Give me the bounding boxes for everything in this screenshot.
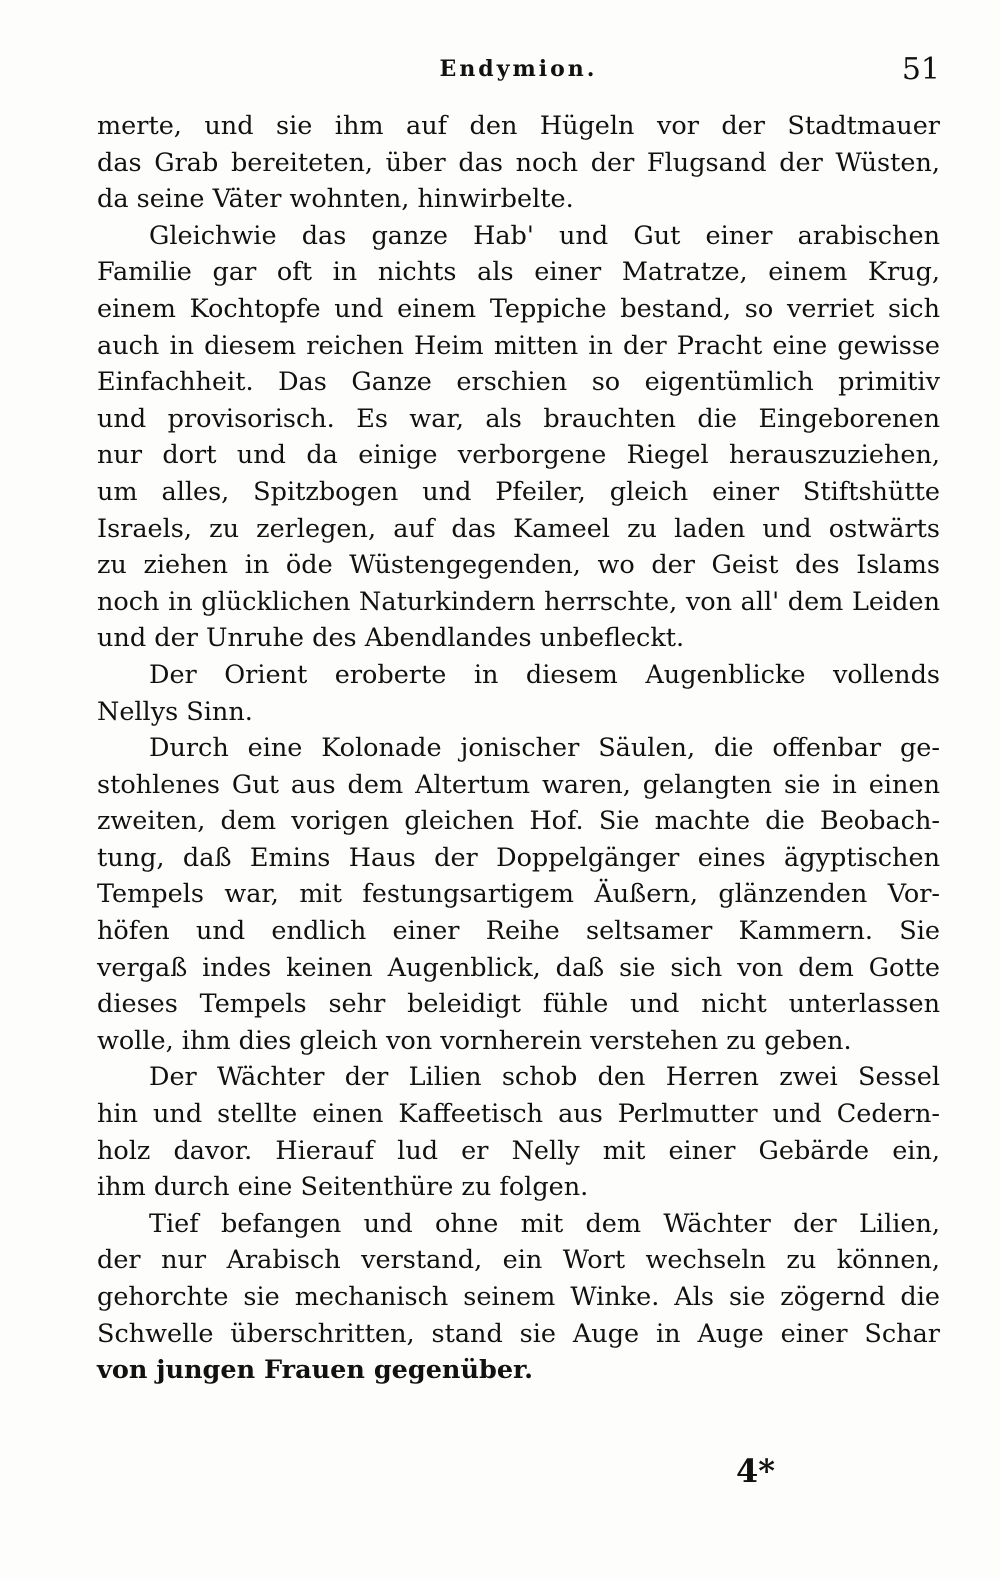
text-line: Gleichwie das ganze Hab' und Gut einer arabischen xyxy=(149,220,940,251)
text-line: Familie gar oft in nichts als einer Matratze, einem Krug, xyxy=(97,257,940,288)
text-line: Schwelle überschritten, stand sie Auge in Auge einer Schar xyxy=(97,1318,940,1349)
running-title: Endymion. xyxy=(439,56,598,82)
text-line: stohlenes Gut aus dem Altertum waren, gelangten sie in einen xyxy=(97,769,940,800)
text-line: ihm durch eine Seitenthüre zu folgen. xyxy=(97,1172,589,1203)
text-line: der nur Arabisch verstand, ein Wort wechseln zu können, xyxy=(97,1245,940,1276)
text-line: Der Wächter der Lilien schob den Herren zwei Sessel xyxy=(149,1062,940,1093)
text-line: das Grab bereiteten, über das noch der Flugsand der Wüsten, xyxy=(97,147,940,178)
text-line: von jungen Frauen gegenüber. xyxy=(97,1355,534,1386)
text-line: höfen und endlich einer Reihe seltsamer Kammern. Sie xyxy=(97,916,940,947)
text-line: Durch eine Kolonade jonischer Säulen, die offenbar ge- xyxy=(149,733,940,764)
text-line: Tief befangen und ohne mit dem Wächter der Lilien, xyxy=(149,1208,940,1239)
text-line: wolle, ihm dies gleich von vornherein verstehen zu geben. xyxy=(97,1025,852,1056)
text-line: gehorchte sie mechanisch seinem Winke. Als sie zögernd die xyxy=(97,1282,940,1312)
text-line: holz davor. Hierauf lud er Nelly mit einer Gebärde ein, xyxy=(97,1135,940,1166)
page-number: 51 xyxy=(901,52,940,87)
signature-mark: 4* xyxy=(736,1452,775,1490)
running-header xyxy=(97,52,940,92)
text-line: einem Kochtopfe und einem Teppiche bestand, so verriet sich xyxy=(97,293,940,324)
text-line: zweiten, dem vorigen gleichen Hof. Sie machte die Beobach- xyxy=(97,806,940,837)
text-line: merte, und sie ihm auf den Hügeln vor der Stadtmauer xyxy=(97,111,940,141)
text-line: auch in diesem reichen Heim mitten in der Pracht eine gewisse xyxy=(97,330,940,361)
text-line: Israels, zu zerlegen, auf das Kameel zu laden und ostwärts xyxy=(97,513,940,544)
text-line: um alles, Spitzbogen und Pfeiler, gleich einer Stiftshütte xyxy=(97,476,940,507)
text-line: noch in glücklichen Naturkindern herrschte, von all' dem Leiden xyxy=(97,586,940,617)
text-line: zu ziehen in öde Wüstengegenden, wo der Geist des Islams xyxy=(97,550,940,581)
text-line: vergaß indes keinen Augenblick, daß sie sich von dem Gotte xyxy=(97,952,940,983)
text-line: nur dort und da einige verborgene Riegel herauszuziehen, xyxy=(97,440,940,471)
text-line: Der Orient eroberte in diesem Augenblicke vollends xyxy=(149,659,940,690)
text-line: hin und stellte einen Kaffeetisch aus Perlmutter und Cedern- xyxy=(97,1099,940,1130)
text-line: tung, daß Emins Haus der Doppelgänger eines ägyptischen xyxy=(97,842,940,873)
text-line: dieses Tempels sehr beleidigt fühle und nicht unterlassen xyxy=(97,989,940,1020)
text-line: da seine Väter wohnten, hinwirbelte. xyxy=(97,184,574,215)
text-line: Nellys Sinn. xyxy=(97,696,253,727)
body-text xyxy=(97,108,940,1389)
text-line: und provisorisch. Es war, als brauchten die Eingeborenen xyxy=(97,403,940,434)
text-line: und der Unruhe des Abendlandes unbefleckt. xyxy=(97,623,685,654)
text-line: Tempels war, mit festungsartigem Äußern, glänzenden Vor- xyxy=(97,879,940,910)
text-line: Einfachheit. Das Ganze erschien so eigentümlich primitiv xyxy=(97,367,940,398)
